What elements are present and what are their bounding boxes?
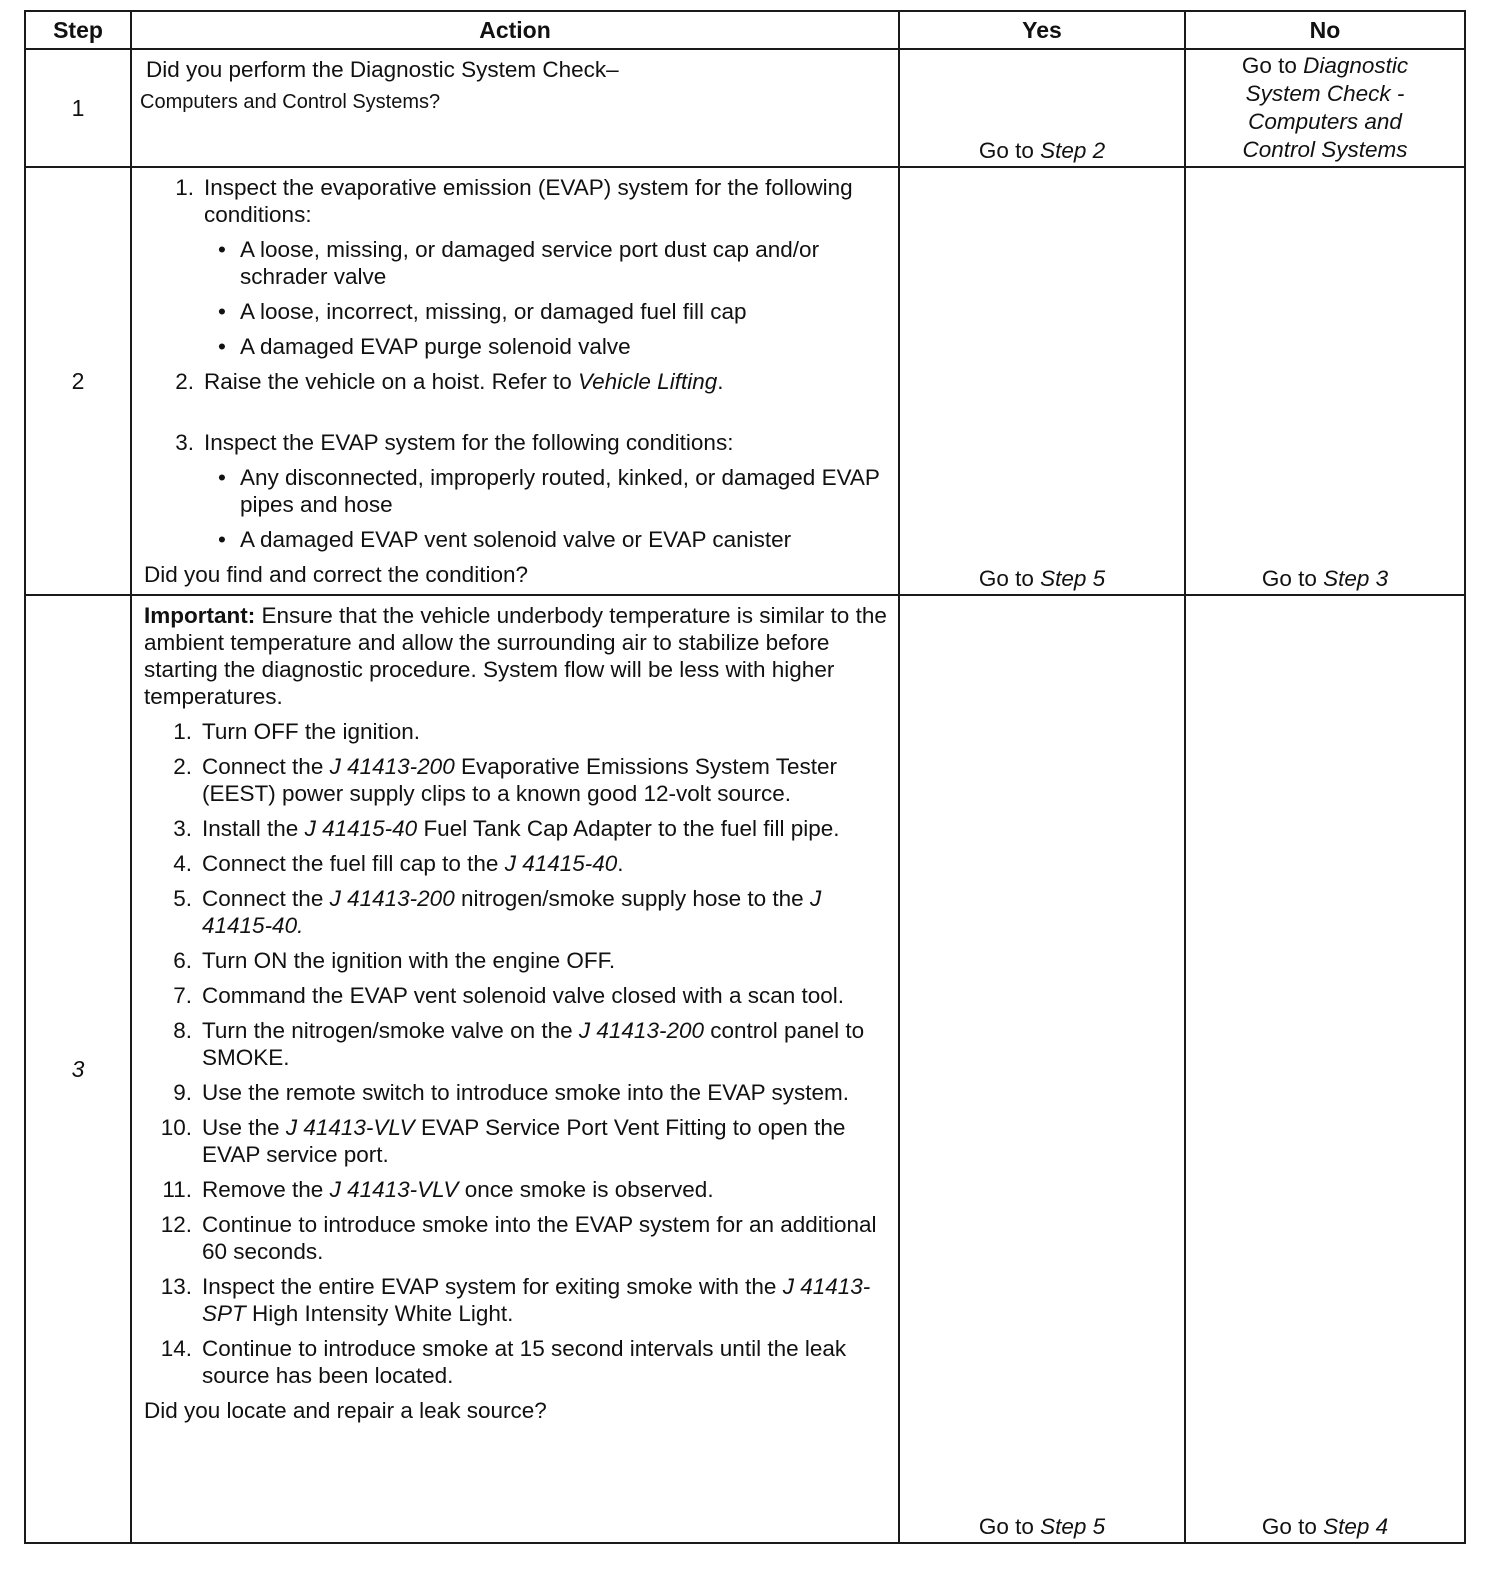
condition-item: • A damaged EVAP purge solenoid valve bbox=[204, 333, 888, 360]
no-cell bbox=[1185, 595, 1465, 1543]
condition-list bbox=[204, 236, 888, 360]
yes-cell bbox=[899, 49, 1185, 167]
action-step: 4. Connect the fuel fill cap to the J 41415-40. bbox=[173, 851, 624, 876]
tool-reference: J 41415-40 bbox=[504, 851, 618, 876]
action-step: 5. Connect the J 41413-200 nitrogen/smoke supply hose to the J 41415-40. bbox=[173, 886, 822, 938]
step-link[interactable]: Step 3 bbox=[1323, 566, 1389, 591]
action-step: 2. Connect the J 41413-200 Evaporative Emissions System Tester (EEST) power supply clips to a known good 12-volt source. bbox=[173, 754, 837, 806]
table-row-step-1 bbox=[25, 49, 1465, 167]
action-step: 10. Use the J 41413-VLV EVAP Service Port Vent Fitting to open the EVAP service port. bbox=[160, 1115, 846, 1167]
yes-cell bbox=[899, 167, 1185, 595]
procedure-link[interactable]: Vehicle Lifting bbox=[577, 369, 718, 394]
tool-reference: J 41413-SPT bbox=[202, 1274, 871, 1326]
action-cell bbox=[131, 49, 899, 167]
action-step: 9. Use the remote switch to introduce smoke into the EVAP system. bbox=[173, 1080, 849, 1105]
tool-reference: J 41413-200 bbox=[329, 886, 455, 911]
no-cell bbox=[1185, 167, 1465, 595]
tool-reference: J 41413-200 bbox=[578, 1018, 704, 1043]
go-to-text: Go to bbox=[1261, 1514, 1317, 1539]
important-note: Important: Ensure that the vehicle underbody temperature is similar to the ambient temperature and allow the surrounding air to stabilize before starting the diagnostic procedure. System flow will be less with higher temperatures. bbox=[144, 603, 887, 709]
diagnostic-table bbox=[24, 10, 1466, 1544]
question-line: Did you find and correct the condition? bbox=[144, 562, 528, 587]
procedure-link[interactable]: Computers and bbox=[1248, 109, 1402, 134]
table-row-step-2 bbox=[25, 167, 1465, 595]
important-label: Important: bbox=[144, 603, 256, 628]
procedure-link[interactable]: System Check - bbox=[1245, 81, 1405, 106]
tool-reference: J 41415-40 bbox=[304, 816, 418, 841]
tool-reference: J 41413-VLV bbox=[285, 1115, 415, 1140]
action-step: 2. Raise the vehicle on a hoist. Refer to Vehicle Lifting. bbox=[175, 369, 724, 394]
procedure-link[interactable]: Control Systems bbox=[1242, 137, 1408, 162]
action-cell bbox=[131, 167, 899, 595]
action-step: 1. Turn OFF the ignition. bbox=[173, 719, 421, 744]
procedure-link[interactable]: Diagnostic bbox=[1303, 53, 1409, 78]
go-to-text: Go to bbox=[978, 138, 1034, 163]
condition-item: • A loose, missing, or damaged service port dust cap and/or schrader valve bbox=[204, 236, 888, 290]
question-line: Computers and Control Systems? bbox=[140, 91, 441, 113]
yes-cell bbox=[899, 595, 1185, 1543]
condition-item: • A damaged EVAP vent solenoid valve or EVAP canister bbox=[204, 526, 888, 553]
action-cell bbox=[131, 595, 899, 1543]
go-to-text: Go to bbox=[978, 566, 1034, 591]
step-number: 1 bbox=[25, 49, 131, 167]
step-number: 3 bbox=[25, 595, 131, 1543]
action-step: 3. Inspect the EVAP system for the following conditions: • Any disconnected, improperly routed, kinked, or damaged EVAP pipes and hose • A damaged EVAP vent solenoid valve or EVAP canister bbox=[146, 429, 888, 553]
question-line: Did you locate and repair a leak source? bbox=[144, 1398, 547, 1423]
go-to-text: Go to bbox=[978, 1514, 1034, 1539]
table-row-step-3 bbox=[25, 595, 1465, 1543]
action-step: 13. Inspect the entire EVAP system for exiting smoke with the J 41413-SPT High Intensity White Light. bbox=[160, 1274, 871, 1326]
condition-item: • A loose, incorrect, missing, or damaged fuel fill cap bbox=[204, 298, 888, 325]
table-header-row bbox=[25, 11, 1465, 49]
header-action: Action bbox=[131, 11, 899, 49]
step-link[interactable]: Step 5 bbox=[1040, 1514, 1106, 1539]
action-step: 8. Turn the nitrogen/smoke valve on the J 41413-200 control panel to SMOKE. bbox=[173, 1018, 865, 1070]
step-link[interactable]: Step 5 bbox=[1040, 566, 1106, 591]
go-to-text: Go to bbox=[1241, 53, 1297, 78]
question-line: Did you perform the Diagnostic System Check– bbox=[146, 57, 619, 82]
tool-reference: J 41413-VLV bbox=[329, 1177, 459, 1202]
action-step: 12. Continue to introduce smoke into the EVAP system for an additional 60 seconds. bbox=[160, 1212, 877, 1264]
action-steps bbox=[144, 718, 888, 1389]
step-link[interactable]: Step 2 bbox=[1040, 138, 1106, 163]
condition-list bbox=[204, 464, 888, 553]
tool-reference: J 41415-40. bbox=[202, 886, 822, 938]
tool-reference: J 41413-200 bbox=[329, 754, 455, 779]
action-step: 6. Turn ON the ignition with the engine OFF. bbox=[173, 948, 616, 973]
step-link[interactable]: Step 4 bbox=[1323, 1514, 1389, 1539]
header-no: No bbox=[1185, 11, 1465, 49]
action-step: 7. Command the EVAP vent solenoid valve closed with a scan tool. bbox=[173, 983, 845, 1008]
no-navigation bbox=[1186, 52, 1464, 164]
action-steps bbox=[144, 174, 888, 553]
no-cell bbox=[1185, 49, 1465, 167]
action-step: 11. Remove the J 41413-VLV once smoke is observed. bbox=[162, 1177, 714, 1202]
header-yes: Yes bbox=[899, 11, 1185, 49]
header-step: Step bbox=[25, 11, 131, 49]
step-number: 2 bbox=[25, 167, 131, 595]
go-to-text: Go to bbox=[1261, 566, 1317, 591]
condition-item: • Any disconnected, improperly routed, kinked, or damaged EVAP pipes and hose bbox=[204, 464, 888, 518]
action-step: 1. Inspect the evaporative emission (EVAP) system for the following conditions: • A loose, missing, or damaged service port dust cap and/or schrader valve • A loose, incorrect, missing, or damaged fuel fill cap • A damaged EVAP purge solenoid valve bbox=[146, 174, 888, 360]
action-step: 14. Continue to introduce smoke at 15 second intervals until the leak source has been located. bbox=[160, 1336, 847, 1388]
action-step: 3. Install the J 41415-40 Fuel Tank Cap Adapter to the fuel fill pipe. bbox=[173, 816, 840, 841]
